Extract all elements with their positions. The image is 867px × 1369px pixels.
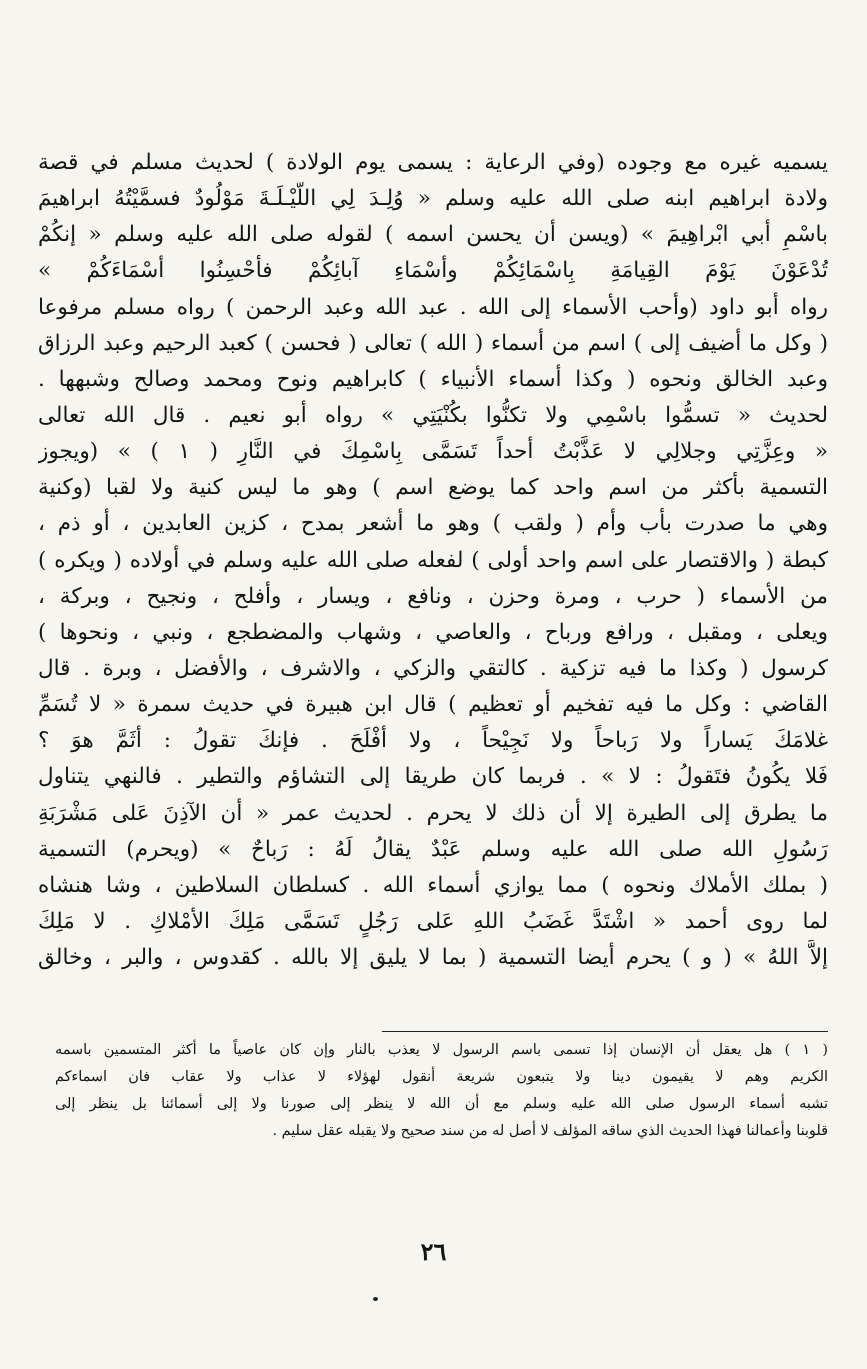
- main-text-line: ولادة ابراهيم ابنه صلى الله عليه وسلم « وُلِـدَ لِي اللَّيْـلَـةَ مَوْلُودٌ فسمَّيْتُهُ ابراهيمَ: [38, 186, 828, 212]
- main-text-line: التسمية بأكثر من اسم واحد كما يوضع اسم ) وهو ما ليس كنية ولا لقبا (وكنية: [38, 475, 828, 501]
- main-text-line: من الأسماء ( حرب ، ومرة وحزن ، ونافع ، ويسار ، وأفلح ، ونجيح ، وبركة ،: [38, 583, 828, 609]
- main-text-line: القاضي : وكل ما فيه تفخيم أو تعظيم ) قال ابن هبيرة في حديث سمرة « لا تُسَمِّ: [38, 692, 828, 718]
- main-text-line: كرسول ( وكذا ما فيه تزكية . كالتقي والزكي ، والاشرف ، والأفضل ، وبرة . قال: [38, 655, 828, 681]
- main-text-line: وهي ما صدرت بأب وأم ( ولقب ) وهو ما أشعر بمدح ، كزين العابدين ، أو ذم ،: [38, 511, 828, 537]
- footnote-line: الكريم وهم لا يقيمون دينا ولا يتبعون شريعة أنقول لهؤلاء لا عذاب ولا عقاب فان اسماءكم: [55, 1069, 828, 1085]
- footnote-divider: [382, 1031, 828, 1032]
- main-text-line: غلامَكَ يَساراً ولا رَباحاً ولا نَجِيْحاً ، ولا أفْلَحَ . فإنكَ تقولُ : أثَمَّ هوَ ؟: [38, 728, 828, 754]
- main-text-line: لما روى أحمد « اشْتَدَّ غَضَبُ اللهِ عَلى رَجُلٍ تَسَمَّى مَلِكَ الأمْلاكِ . لا مَلِكَ: [38, 908, 828, 934]
- main-text-line: لحديث « تسمُّوا باسْمِي ولا تكنُّوا بكُنْيَتِي » رواه أبو نعيم . قال الله تعالى: [38, 402, 828, 428]
- main-text-line: إلاَّ اللهُ » ( و ) يحرم أيضا التسمية ( بما لا يليق إلا بالله . كقدوس ، والبر ، وخالق: [38, 945, 828, 971]
- main-text-line: باسْمِ أبي ابْراهِيمَ » (ويسن أن يحسن اسمه ) لقوله صلى الله عليه وسلم « إنكُمْ: [38, 222, 828, 248]
- page-number: ٢٦: [420, 1237, 447, 1266]
- main-text-block: [38, 145, 828, 976]
- main-text-line: رواه أبو داود (وأحب الأسماء إلى الله . عبد الله وعبد الرحمن ) رواه مسلم مرفوعا: [38, 294, 828, 320]
- main-text-line: ويعلى ، ومقبل ، ورافع ورباح ، والعاصي ، وشهاب والمضطجع ، ونبي ، ونحوها ): [38, 619, 828, 645]
- main-text-line: يسميه غيره مع وجوده (وفي الرعاية : يسمى يوم الولادة ) لحديث مسلم في قصة: [38, 150, 828, 175]
- main-text-line: رَسُولِ الله صلى الله عليه وسلم عَبْدٌ يقالُ لَهُ : رَباحٌ » (ويحرم) التسمية: [38, 836, 828, 862]
- footnote-line: تشبه أسماء الرسول صلى الله عليه وسلم مع أن الله لا ينظر إلى صورنا ولا إلى أسمائنا بل ينظر إلى: [55, 1096, 828, 1112]
- footnote-line: قلوبنا وأعمالنا فهذا الحديث الذي ساقه المؤلف لا أصل له من سند صحيح ولا يقبله عقل سليم .: [272, 1123, 828, 1139]
- main-text-line: تُدْعَوْنَ يَوْمَ القِيامَةِ بِاسْمَائِكُمْ وأسْمَاءِ آبائِكُمْ فأحْسِنُوا أسْمَاءَكُمْ »: [38, 258, 828, 284]
- main-text-line: وعبد الخالق ونحوه ( وكذا أسماء الأنبياء ) كابراهيم ونوح ومحمد وصالح وشبهها .: [38, 366, 828, 392]
- main-text-line: فَلا يكُونُ فتَقولُ : لا » . فربما كان طريقا إلى التشاؤم والتطير . فالنهي يتناول: [38, 764, 828, 790]
- main-text-line: ( بملك الأملاك ونحوه ) مما يوازي أسماء الله . كسلطان السلاطين ، وشا هنشاه: [38, 872, 828, 898]
- main-text-line: كبطة ( والاقتصار على اسم واحد أولى ) لفعله صلى الله عليه وسلم في أولاده ( ويكره ): [38, 547, 828, 573]
- footnote-line: ( ١ ) هل يعقل أن الإنسان إذا تسمى باسم الرسول لا يعذب بالنار وإن كان عاصياً ما أكثر المتسمين باسمه: [55, 1042, 828, 1058]
- main-text-line: ( وكل ما أضيف إلى ) اسم من أسماء ( الله ) تعالى ( فحسن ) كعبد الرحيم وعبد الرزاق: [38, 330, 828, 356]
- main-text-line: ما يطرق إلى الطيرة إلا أن ذلك لا يحرم . لحديث عمر « أن الآذِنَ عَلى مَشْرَبَةِ: [38, 800, 828, 826]
- main-text-line: « وعِزَّتِي وجلالِي لا عَذَّبْتُ أحداً تَسَمَّى بِاسْمِكَ في النَّارِ ( ١ ) » (ويجوز: [38, 439, 828, 465]
- print-speck: [373, 1297, 378, 1301]
- footnote-block: [55, 1037, 828, 1145]
